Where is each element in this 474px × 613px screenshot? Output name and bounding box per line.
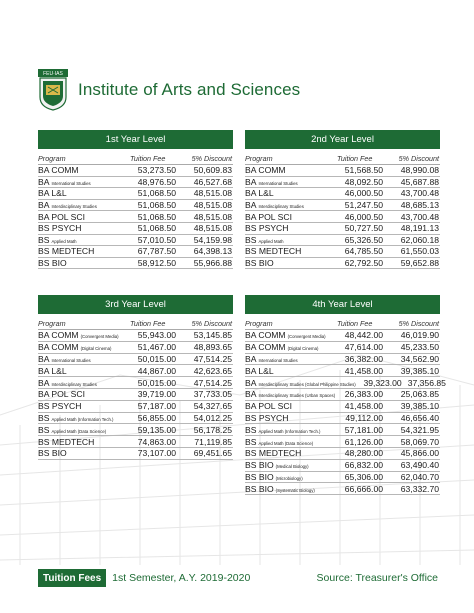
discount-cell: 39,385.10: [400, 365, 439, 376]
tuition-fee-cell: 41,458.00: [344, 365, 383, 376]
feu-ias-logo: [38, 69, 68, 111]
program-cell: [38, 378, 130, 388]
table-row: [245, 258, 440, 270]
program-specialization: (Digital Cinema): [80, 346, 112, 352]
tuition-fee-cell: 50,015.00: [137, 377, 176, 388]
discount-cell: 62,040.70: [400, 471, 439, 482]
program-cell: [245, 389, 337, 399]
program-name: BS: [38, 234, 50, 245]
program-specialization: (Microbiology): [275, 475, 303, 481]
discount-cell: 43,700.48: [400, 211, 439, 222]
col-fee: Tuition Fee: [130, 154, 166, 163]
tuition-fee-cell: 55,943.00: [137, 330, 176, 341]
discount-cell: 43,700.48: [400, 188, 439, 199]
program-specialization: International Studies: [258, 357, 298, 363]
program-name: BA L&L: [38, 365, 67, 376]
discount-cell: 48,515.08: [193, 223, 232, 234]
table-row: [245, 330, 440, 342]
discount-cell: 54,159.98: [193, 234, 232, 245]
discount-cell: 61,550.03: [400, 246, 439, 257]
program-name: BA: [245, 176, 257, 187]
program-specialization: International Studies: [51, 180, 91, 186]
discount-cell: 48,515.08: [193, 200, 232, 211]
table-4th-year: [245, 295, 446, 495]
program-name: BA COMM: [245, 342, 286, 353]
table-row: [245, 436, 440, 448]
program-name: BS: [38, 424, 50, 435]
program-name: BA L&L: [245, 188, 274, 199]
program-name: BA POL SCI: [38, 389, 85, 400]
table-row: [38, 223, 233, 235]
program-specialization: (Medical Biology): [275, 464, 309, 470]
col-program: Program: [245, 154, 273, 163]
table-row: [245, 177, 440, 189]
table-row: [38, 235, 233, 247]
tuition-fee-cell: 36,382.00: [344, 353, 383, 364]
program-specialization: Applied Math (Data Science): [51, 428, 107, 434]
program-specialization: International Studies: [258, 180, 298, 186]
discount-cell: 48,191.13: [400, 223, 439, 234]
program-cell: [38, 366, 130, 376]
program-name: BS BIO: [38, 258, 67, 269]
panel-title: 1st Year Level: [38, 130, 233, 149]
tuition-fee-cell: 48,280.00: [344, 448, 383, 459]
table-row: [245, 211, 440, 223]
discount-cell: 54,327.65: [193, 401, 232, 412]
discount-cell: 37,733.05: [193, 389, 232, 400]
program-cell: [245, 246, 337, 256]
discount-cell: 53,145.85: [193, 330, 232, 341]
discount-cell: 45,866.00: [400, 448, 439, 459]
table-row: [245, 200, 440, 212]
tuition-fee-cell: 57,187.00: [137, 401, 176, 412]
discount-cell: 69,451.65: [193, 448, 232, 459]
table-row: [38, 354, 233, 366]
tuition-fee-cell: 51,247.50: [344, 200, 383, 211]
semester-label: 1st Semester, A.Y. 2019-2020: [112, 572, 251, 584]
program-name: BA: [245, 389, 257, 400]
program-cell: [38, 235, 130, 245]
table-row: [245, 448, 440, 460]
table-2nd-year: [245, 130, 440, 269]
tuition-fee-cell: 51,568.50: [344, 165, 383, 176]
tuition-fee-cell: 48,442.00: [344, 330, 383, 341]
tuition-fee-cell: 41,458.00: [344, 401, 383, 412]
table-1st-year: [38, 130, 233, 269]
program-name: BA POL SCI: [245, 211, 292, 222]
program-name: BA: [245, 353, 257, 364]
discount-cell: 59,652.88: [400, 258, 439, 269]
table-row: [38, 188, 233, 200]
col-program: Program: [38, 319, 66, 328]
institute-title: Institute of Arts and Sciences: [78, 80, 301, 99]
program-cell: [245, 165, 337, 175]
program-name: BS PSYCH: [245, 223, 289, 234]
program-cell: [38, 437, 130, 447]
discount-cell: 48,685.13: [400, 200, 439, 211]
program-cell: [38, 246, 130, 256]
program-cell: [245, 472, 337, 482]
tuition-fee-cell: 74,863.00: [137, 436, 176, 447]
tuition-fee-cell: 57,181.00: [344, 424, 383, 435]
table-row: [245, 165, 440, 177]
table-row: [245, 223, 440, 235]
tuition-fee-cell: 66,832.00: [344, 460, 383, 471]
program-specialization: Interdisciplinary Studies (Global Philippine Studies): [258, 381, 356, 387]
program-specialization: Applied Math (Information Tech.): [258, 428, 321, 434]
program-cell: [38, 425, 130, 435]
program-cell: [38, 223, 130, 233]
program-name: BS: [38, 412, 50, 423]
program-name: BS PSYCH: [38, 223, 82, 234]
program-specialization: Applied Math (Data Science): [258, 440, 314, 446]
table-row: [245, 342, 440, 354]
table-row: [245, 413, 440, 425]
program-cell: [245, 235, 337, 245]
tuition-fee-cell: 51,068.50: [137, 223, 176, 234]
tuition-fee-cell: 51,068.50: [137, 188, 176, 199]
program-specialization: Interdisciplinary Studies: [51, 381, 97, 387]
tuition-fee-cell: 57,010.50: [137, 234, 176, 245]
program-cell: [245, 200, 337, 210]
tuition-fee-cell: 50,727.50: [344, 223, 383, 234]
discount-cell: 46,656.40: [400, 412, 439, 423]
discount-cell: 50,609.83: [193, 165, 232, 176]
table-row: [245, 389, 440, 401]
program-name: BS BIO: [38, 448, 67, 459]
program-name: BA: [38, 353, 50, 364]
program-name: BA L&L: [245, 365, 274, 376]
program-specialization: (Digital Cinema): [287, 346, 319, 352]
program-cell: [245, 342, 337, 352]
program-name: BS MEDTECH: [245, 448, 302, 459]
col-discount: 5% Discount: [398, 154, 439, 163]
tuition-fee-cell: 50,015.00: [137, 353, 176, 364]
tuition-fee-cell: 46,000.50: [344, 211, 383, 222]
program-name: BA: [38, 377, 50, 388]
tuition-fee-cell: 47,614.00: [344, 342, 383, 353]
tuition-fee-cell: 49,112.00: [345, 412, 383, 423]
tuition-fee-cell: 53,273.50: [137, 165, 176, 176]
column-headers: [245, 152, 440, 165]
program-cell: [245, 177, 337, 187]
tuition-fee-cell: 46,000.50: [344, 188, 383, 199]
tuition-fee-cell: 44,867.00: [137, 365, 176, 376]
discount-cell: 48,515.08: [193, 188, 232, 199]
tuition-fee-cell: 67,787.50: [137, 246, 176, 257]
program-name: BS BIO: [245, 471, 274, 482]
table-row: [245, 246, 440, 258]
table-row: [245, 235, 440, 247]
table-row: [38, 177, 233, 189]
program-cell: [245, 425, 337, 435]
table-row: [245, 460, 440, 472]
program-name: BA COMM: [245, 330, 286, 341]
tuition-fee-cell: 48,976.50: [137, 176, 176, 187]
program-cell: [38, 401, 130, 411]
program-cell: [245, 258, 337, 268]
program-cell: [245, 223, 337, 233]
table-row: [38, 165, 233, 177]
table-row: [38, 365, 233, 377]
discount-cell: 25,063.85: [400, 389, 439, 400]
program-name: BS BIO: [245, 460, 274, 471]
table-row: [38, 211, 233, 223]
program-cell: [245, 188, 337, 198]
page-header: [38, 68, 300, 112]
program-name: BS: [245, 436, 257, 447]
program-cell: [245, 401, 337, 411]
tuition-fee-cell: 48,092.50: [344, 176, 383, 187]
program-cell: [245, 378, 356, 388]
table-row: [245, 377, 446, 389]
table-row: [245, 483, 440, 495]
table-row: [38, 424, 233, 436]
program-name: BS PSYCH: [38, 401, 82, 412]
program-name: BS BIO: [245, 483, 274, 494]
program-cell: [38, 448, 130, 458]
discount-cell: 45,687.88: [400, 176, 439, 187]
col-program: Program: [245, 319, 273, 328]
tuition-fee-cell: 39,719.00: [137, 389, 176, 400]
panel-title: 2nd Year Level: [245, 130, 440, 149]
table-row: [38, 401, 233, 413]
tuition-fee-cell: 73,107.00: [137, 448, 176, 459]
tuition-fee-cell: 26,383.00: [344, 389, 383, 400]
discount-cell: 47,514.25: [193, 377, 232, 388]
table-row: [38, 342, 233, 354]
table-row: [245, 472, 440, 484]
program-name: BS MEDTECH: [38, 246, 95, 257]
discount-cell: 63,332.70: [400, 483, 439, 494]
panel-title: 4th Year Level: [245, 295, 440, 314]
program-cell: [245, 460, 337, 470]
tuition-fee-cell: 65,326.50: [344, 234, 383, 245]
panel-title: 3rd Year Level: [38, 295, 233, 314]
program-specialization: (Convergent Media): [80, 334, 119, 340]
column-headers: [38, 317, 233, 330]
program-cell: [38, 330, 130, 340]
tuition-fee-cell: 39,323.00: [363, 377, 402, 388]
program-cell: [38, 342, 130, 352]
program-specialization: Interdisciplinary Studies: [51, 204, 97, 210]
table-row: [38, 377, 233, 389]
program-specialization: (Convergent Media): [287, 334, 326, 340]
column-headers: [245, 317, 440, 330]
program-cell: [245, 413, 337, 423]
table-row: [38, 246, 233, 258]
table-row: [38, 330, 233, 342]
table-row: [38, 413, 233, 425]
program-specialization: Applied Math (Information Tech.): [51, 416, 114, 422]
program-name: BA COMM: [245, 165, 286, 176]
program-name: BS: [245, 234, 257, 245]
program-cell: [245, 212, 337, 222]
tuition-fee-cell: 56,855.00: [137, 412, 176, 423]
program-name: BA: [38, 200, 50, 211]
tuition-fee-cell: 61,126.00: [344, 436, 383, 447]
col-fee: Tuition Fee: [337, 319, 373, 328]
program-specialization: (Systematic Biology): [275, 487, 315, 493]
program-cell: [38, 413, 130, 423]
program-name: BA: [245, 377, 257, 388]
program-name: BA COMM: [38, 330, 79, 341]
discount-cell: 71,119.85: [194, 436, 232, 447]
table-row: [245, 188, 440, 200]
program-cell: [245, 366, 337, 376]
program-cell: [38, 354, 130, 364]
discount-cell: 58,069.70: [400, 436, 439, 447]
program-cell: [38, 200, 130, 210]
tuition-fee-cell: 51,068.50: [137, 200, 176, 211]
discount-cell: 48,990.08: [400, 165, 439, 176]
program-cell: [245, 448, 337, 458]
discount-cell: 45,233.50: [400, 342, 439, 353]
col-fee: Tuition Fee: [130, 319, 166, 328]
tuition-fee-cell: 58,912.50: [137, 258, 176, 269]
program-cell: [38, 165, 130, 175]
discount-cell: 34,562.90: [400, 353, 439, 364]
table-row: [38, 448, 233, 460]
column-headers: [38, 152, 233, 165]
col-program: Program: [38, 154, 66, 163]
program-specialization: Applied Math: [258, 238, 284, 244]
discount-cell: 54,321.95: [400, 424, 439, 435]
table-row: [38, 389, 233, 401]
program-name: BA COMM: [38, 165, 79, 176]
page-footer: [38, 569, 438, 587]
program-name: BS MEDTECH: [38, 436, 95, 447]
table-row: [38, 436, 233, 448]
discount-cell: 46,019.90: [400, 330, 439, 341]
tuition-fee-cell: 59,135.00: [137, 424, 176, 435]
col-discount: 5% Discount: [398, 319, 439, 328]
program-specialization: Applied Math: [51, 238, 77, 244]
discount-cell: 64,398.13: [193, 246, 232, 257]
discount-cell: 46,527.68: [193, 176, 232, 187]
program-name: BA POL SCI: [245, 401, 292, 412]
table-row: [245, 365, 440, 377]
tuition-fee-cell: 51,467.00: [137, 342, 176, 353]
discount-cell: 55,966.88: [193, 258, 232, 269]
discount-cell: 48,515.08: [193, 211, 232, 222]
col-fee: Tuition Fee: [337, 154, 373, 163]
program-name: BS PSYCH: [245, 412, 289, 423]
program-name: BA: [38, 176, 50, 187]
svg-text:FEU·IAS: FEU·IAS: [43, 71, 63, 77]
footer-tag: Tuition Fees: [38, 569, 106, 587]
discount-cell: 42,623.65: [193, 365, 232, 376]
discount-cell: 63,490.40: [400, 460, 439, 471]
program-name: BA COMM: [38, 342, 79, 353]
table-row: [245, 354, 440, 366]
program-cell: [245, 354, 337, 364]
discount-cell: 39,385.10: [400, 401, 439, 412]
table-row: [38, 200, 233, 212]
tuition-fee-cell: 51,068.50: [137, 211, 176, 222]
program-cell: [245, 330, 337, 340]
program-cell: [38, 212, 130, 222]
discount-cell: 56,178.25: [193, 424, 232, 435]
program-specialization: Interdisciplinary Studies (Urban Spaces): [258, 393, 336, 399]
program-cell: [245, 484, 337, 494]
tuition-fee-cell: 66,666.00: [344, 483, 383, 494]
program-cell: [38, 258, 130, 268]
discount-cell: 48,893.65: [193, 342, 232, 353]
program-name: BA: [245, 200, 257, 211]
program-cell: [38, 389, 130, 399]
program-specialization: Interdisciplinary Studies: [258, 204, 304, 210]
tuition-fee-cell: 65,306.00: [344, 471, 383, 482]
program-name: BS: [245, 424, 257, 435]
program-name: BA L&L: [38, 188, 67, 199]
tuition-fee-cell: 64,785.50: [344, 246, 383, 257]
table-3rd-year: [38, 295, 233, 460]
program-cell: [38, 188, 130, 198]
program-specialization: International Studies: [51, 357, 91, 363]
discount-cell: 37,356.85: [407, 377, 446, 388]
program-name: BS BIO: [245, 258, 274, 269]
program-cell: [38, 177, 130, 187]
discount-cell: 54,012.25: [193, 412, 232, 423]
col-discount: 5% Discount: [191, 319, 232, 328]
program-cell: [245, 437, 337, 447]
tuition-fee-cell: 62,792.50: [344, 258, 383, 269]
discount-cell: 47,514.25: [193, 353, 232, 364]
col-discount: 5% Discount: [191, 154, 232, 163]
table-row: [38, 258, 233, 270]
table-row: [245, 401, 440, 413]
program-name: BA POL SCI: [38, 211, 85, 222]
source-label: Source: Treasurer's Office: [316, 572, 438, 584]
program-name: BS MEDTECH: [245, 246, 302, 257]
discount-cell: 62,060.18: [400, 234, 439, 245]
table-row: [245, 424, 440, 436]
